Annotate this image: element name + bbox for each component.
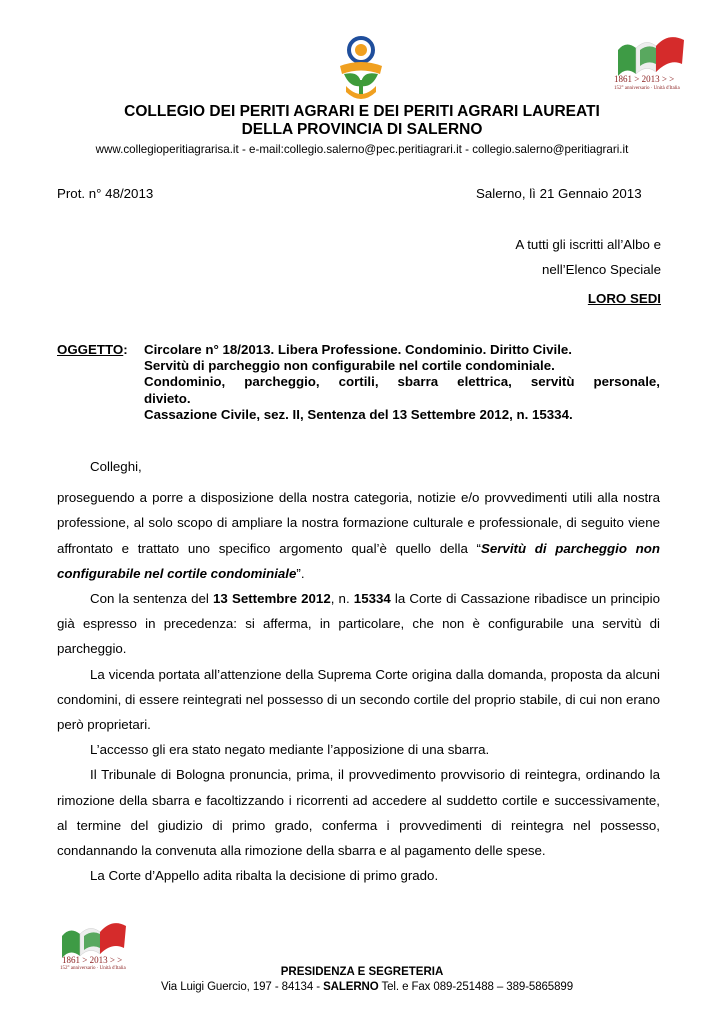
anniversary-subtitle: 152° anniversario · Unità d'Italia [60, 966, 126, 971]
website-link[interactable]: www.collegioperitiagrarisa.it [95, 143, 239, 156]
footer-office: PRESIDENZA E SEGRETERIA [280, 966, 444, 978]
org-title-line2: DELLA PROVINCIA DI SALERNO [241, 121, 483, 138]
footer-address: Via Luigi Guercio, 197 - 84134 - SALERNO Tel. e Fax 089-251488 – 389-5865899 [160, 981, 573, 993]
email-label: e-mail: [249, 143, 284, 156]
paragraph-3: La vicenda portata all’attenzione della Suprema Corte origina dalla domanda, proposta da alcuni condomini, di essere reintegrati nel possesso di un secondo cortile del proprio stabile, di cui non erano però proprietari. [57, 666, 660, 733]
pec-email-link[interactable]: collegio.salerno@pec.peritiagrari.it [283, 143, 462, 156]
paragraph-5: Il Tribunale di Bologna pronuncia, prima, il provvedimento provvisorio di reintegra, ordinando la rimozione della sbarra e facoltizzando i ricorrenti ad accedere al suddetto cortile e successivamente, al termine del giudizio di primo grado, conferma i provvedimenti di reintegra nel possesso, condannando la convenuta alla rimozione della sbarra e al pagamento delle spese. [57, 767, 660, 859]
anniversary-years-label: 1861 > 2013 > > [614, 74, 675, 84]
recipient-line1: A tutti gli iscritti all’Albo e [515, 237, 661, 252]
paragraph-6: La Corte d’Appello adita ribalta la decisione di primo grado. [90, 868, 439, 884]
recipient-line2: nell’Elenco Speciale [541, 262, 661, 277]
protocol-number: Prot. n° 48/2013 [57, 186, 154, 201]
subject-line: Servitù di parcheggio non configurabile nel cortile condominiale. [144, 358, 555, 374]
anniversary-subtitle: 152° anniversario · Unità d'Italia [614, 86, 680, 91]
college-logo-icon [336, 36, 386, 100]
recipient-line3: LORO SEDI [587, 291, 661, 306]
subject-line: Condominio, parcheggio, cortili, sbarra elettrica, servitù personale, [144, 374, 660, 390]
subject-line: Circolare n° 18/2013. Libera Professione. Condominio. Diritto Civile. [144, 342, 572, 357]
org-title-line1: COLLEGIO DEI PERITI AGRARI E DEI PERITI AGRARI LAUREATI [124, 103, 600, 120]
email-link[interactable]: collegio.salerno@peritiagrari.it [472, 143, 629, 156]
document-date: Salerno, lì 21 Gennaio 2013 [476, 186, 642, 201]
subject-line: divieto. [144, 390, 191, 406]
greeting: Colleghi, [90, 459, 142, 474]
letter-body [57, 454, 660, 888]
contact-line [0, 143, 724, 156]
separator: - [461, 143, 473, 156]
paragraph-2: Con la sentenza del 13 Settembre 2012, n. 15334 la Corte di Cassazione ribadisce un principio già espresso in precedenza: si afferma, in particolare, che non è configurabile una servitù di parcheggio. [57, 591, 660, 657]
separator: - [238, 143, 250, 156]
anniversary-years-label: 1861 > 2013 > > [62, 955, 123, 965]
paragraph-1: proseguendo a porre a disposizione della nostra categoria, notizie e/o provvedimenti utili alla nostra professione, al solo scopo di ampliare la nostra formazione culturale e professionale, di seguito viene affrontato e trattato uno specifico argomento qual’è quello della “Servitù di parcheggio non configurabile nel cortile condominiale”. [57, 490, 660, 581]
subject-line: Cassazione Civile, sez. II, Sentenza del 13 Settembre 2012, n. 15334. [144, 406, 573, 422]
subject-text [144, 342, 660, 423]
subject-label: OGGETTO: [57, 342, 128, 357]
paragraph-4: L’accesso gli era stato negato mediante l’apposizione di una sbarra. [90, 742, 490, 758]
